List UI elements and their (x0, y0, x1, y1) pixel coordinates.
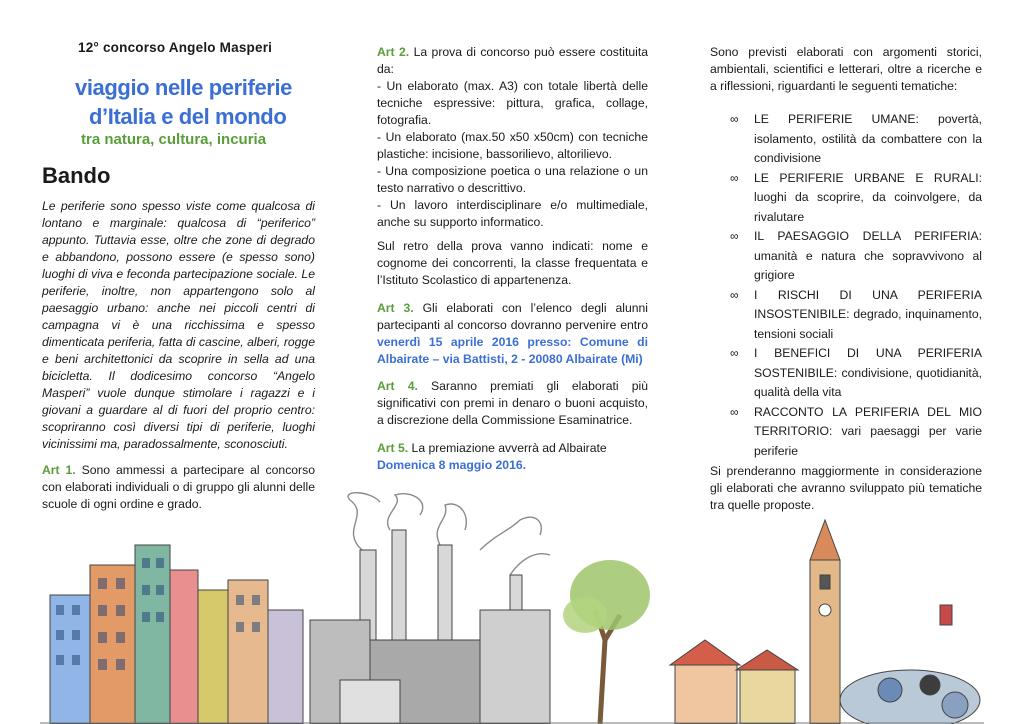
infinity-bullet-icon: ∞ (730, 287, 739, 302)
subtitle: tra natura, cultura, incuria (81, 131, 267, 148)
article-2-text: La prova di concorso può essere costituita da: (377, 45, 648, 76)
infinity-bullet-icon: ∞ (730, 112, 739, 126)
themes-intro: Sono previsti elaborati con argomenti storici, ambientali, scientifici e letterari, oltre a ricerche e a riflessioni, riguardanti le seguenti tematiche: (710, 45, 982, 93)
article-2-item: - Un elaborato (max. A3) con totale libertà delle tecniche espressive: pittura, grafica, collage, fotografia. (377, 79, 648, 127)
retro-paragraph: Sul retro della prova vanno indicati: nome e cognome dei concorrenti, la classe frequentata e l’Istituto Scolastico di appartenenza. (377, 239, 648, 287)
contest-edition: 12° concorso Angelo Masperi (78, 40, 273, 55)
article-5-date: Domenica 8 maggio 2016. (377, 458, 527, 472)
article-1-text: Sono ammessi a partecipare al concorso con elaborati individuali o di gruppo gli alunni delle scuole di ogni ordine e grado. (42, 463, 315, 511)
article-5 (377, 440, 648, 474)
article-3-text: Gli elaborati con l’elenco degli alunni partecipanti al concorso dovranno pervenire entro (377, 301, 648, 332)
theme-item (730, 227, 982, 286)
article-2-item: - Un elaborato (max.50 x50 x50cm) con tecniche plastiche: incisione, bassorilievo, altorilievo. (377, 130, 648, 161)
closing-paragraph: Si prenderanno maggiormente in considerazione gli elaborati che avranno sviluppato più tematiche tra quelle proposte. (710, 464, 982, 512)
theme-text: I BENEFICI DI UNA PERIFERIA SOSTENIBILE: condivisione, quotidianità, qualità della vita (754, 346, 982, 399)
intro-paragraph: Le periferie sono spesso viste come qualcosa di lontano e marginale: qualcosa di “periferico” appunto. Tuttavia esse, oltre che zone di degrado e abbandono, possono essere (e spesso sono) luoghi di viva e feconda partecipazione sociale. Le periferie, inoltre, non appartengono solo al paesaggio urbano: anche nei piccoli centri di campagna vi è una ricchissima e spesso dimenticata periferia, fatta di cascine, alberi, rogge e beni architettonici da scoprire in sella ad una bicicletta. Il dodicesimo concorso “Angelo Masperi” vuole dunque stimolare i ragazzi e i giovani a guardare al di fuori del proprio centro: scopriranno così diversi tipi di periferie, luoghi vicinissimi ma, paradossalmente, sconosciuti. (42, 199, 315, 451)
article-5-label: Art 5. (377, 441, 409, 455)
theme-text: IL PAESAGGIO DELLA PERIFERIA: umanità e natura che sopravvivono al grigiore (754, 229, 982, 282)
article-3 (377, 300, 648, 368)
theme-text: I RISCHI DI UNA PERIFERIA INSOSTENIBILE: degrado, inquinamento, tensioni sociali (754, 287, 982, 341)
article-3-deadline: venerdì 15 aprile 2016 presso: Comune di Albairate – via Battisti, 2 - 20080 Albairate (Mi) (377, 335, 648, 366)
theme-text: LE PERIFERIE URBANE E RURALI: luoghi da scoprire, da coinvolgere, da rivalutare (754, 170, 982, 224)
article-4-label: Art 4. (377, 379, 418, 393)
theme-item (730, 286, 982, 345)
infinity-bullet-icon: ∞ (730, 229, 739, 243)
article-1-label: Art 1. (42, 463, 76, 477)
infinity-bullet-icon: ∞ (730, 404, 739, 419)
infinity-bullet-icon: ∞ (730, 346, 739, 360)
tree-icon (563, 560, 650, 724)
article-4-text: Saranno premiati gli elaborati più significativi con premi in denaro o buoni acquisto, a discrezione della Commissione Esaminatrice. (377, 379, 648, 427)
theme-item (730, 110, 982, 169)
article-2 (377, 44, 648, 231)
theme-item (730, 344, 982, 403)
city-periphery-illustration (40, 490, 984, 724)
theme-item (730, 169, 982, 228)
article-2-label: Art 2. (377, 45, 410, 59)
theme-item (730, 403, 982, 462)
themes-list (730, 110, 982, 461)
article-2-intro (377, 44, 648, 78)
infinity-bullet-icon: ∞ (730, 170, 739, 185)
main-title-line-2: d’Italia e del mondo (89, 104, 287, 129)
theme-text: LE PERIFERIE UMANE: povertà, isolamento, ostilità da combattere con la condivisione (754, 112, 982, 165)
article-2-item: - Un lavoro interdisciplinare e/o multimediale, anche su supporto informatico. (377, 198, 648, 229)
article-3-label: Art 3. (377, 301, 414, 315)
theme-text: RACCONTO LA PERIFERIA DEL MIO TERRITORIO: vari paesaggi per varie periferie (754, 404, 982, 458)
bando-heading: Bando (42, 163, 111, 188)
article-5-text: La premiazione avverrà ad Albairate (408, 441, 607, 455)
article-2-item: - Una composizione poetica o una relazione o un testo narrativo o descrittivo. (377, 164, 648, 195)
main-title-line-1: viaggio nelle periferie (75, 75, 292, 100)
bell-tower-icon (810, 520, 840, 724)
article-4 (377, 378, 648, 429)
